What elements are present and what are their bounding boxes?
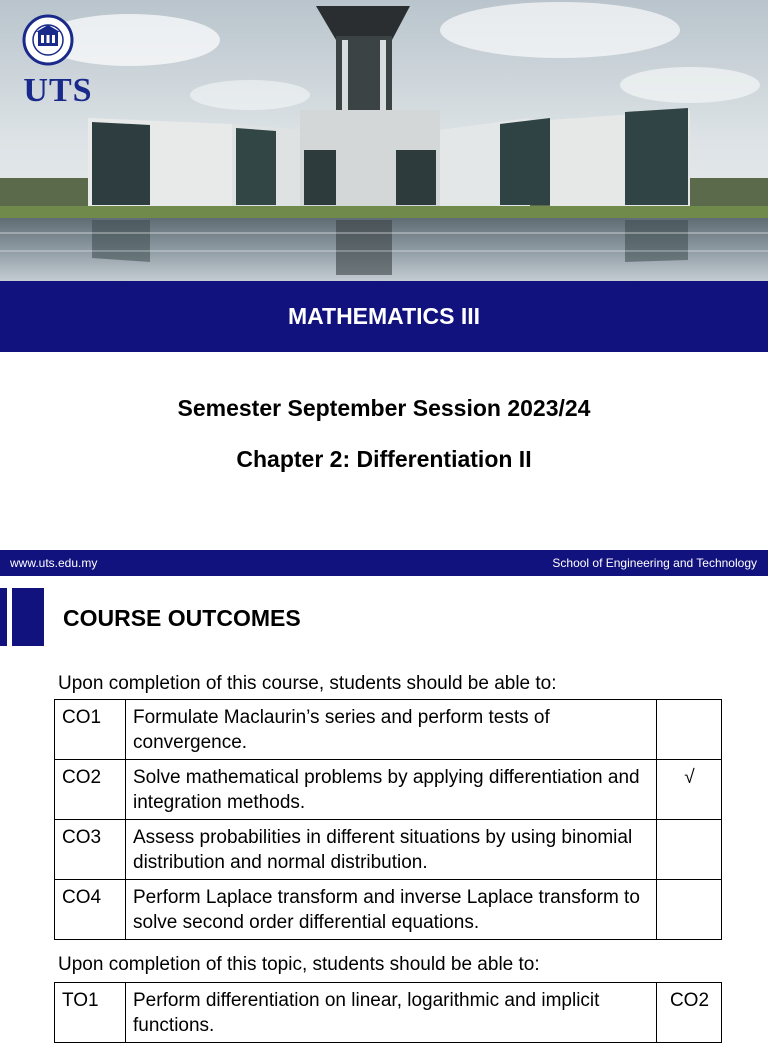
title-band	[0, 281, 768, 352]
outcome-code: CO3	[55, 820, 126, 880]
outcome-mark: √	[657, 760, 722, 820]
outcome-description: Perform Laplace transform and inverse Laplace transform to solve second order differential equations.	[126, 880, 657, 940]
outcome-description: Solve mathematical problems by applying differentiation and integration methods.	[126, 760, 657, 820]
outcome-mark	[657, 820, 722, 880]
outcome-code: CO1	[55, 700, 126, 760]
table-row	[55, 700, 722, 760]
accent-bar-thick	[12, 588, 44, 646]
campus-building-photo	[0, 0, 768, 281]
chapter-heading: Chapter 2: Differentiation II	[236, 446, 532, 472]
topic-outcomes-intro: Upon completion of this topic, students should be able to:	[58, 954, 540, 975]
outcome-mark	[657, 700, 722, 760]
outcome-description: Assess probabilities in different situations by using binomial distribution and normal distribution.	[126, 820, 657, 880]
university-crest-icon	[10, 8, 86, 72]
outcome-code: CO2	[55, 760, 126, 820]
topic-outcomes-table	[54, 982, 722, 1043]
topic-description: Perform differentiation on linear, logarithmic and implicit functions.	[126, 983, 657, 1043]
table-row	[55, 820, 722, 880]
course-outcomes-intro: Upon completion of this course, students should be able to:	[58, 673, 557, 694]
topic-co-mapping: CO2	[657, 983, 722, 1043]
uts-logo	[10, 8, 93, 109]
outcome-mark	[657, 880, 722, 940]
outcome-description: Formulate Maclaurin’s series and perform tests of convergence.	[126, 700, 657, 760]
outcome-code: CO4	[55, 880, 126, 940]
table-row	[55, 760, 722, 820]
course-outcomes-table	[54, 699, 722, 940]
semester-heading: Semester September Session 2023/24	[177, 395, 591, 421]
table-row	[55, 983, 722, 1043]
course-outcomes-slide	[0, 576, 768, 1036]
logo-wordmark: UTS	[23, 72, 93, 109]
slide-footer	[0, 550, 768, 576]
section-title: COURSE OUTCOMES	[63, 605, 301, 631]
topic-code: TO1	[55, 983, 126, 1043]
course-title: MATHEMATICS III	[287, 303, 481, 329]
table-row	[55, 880, 722, 940]
school-name: School of Engineering and Technology	[552, 556, 757, 570]
accent-bar-thin	[0, 588, 7, 646]
website-link[interactable]: www.uts.edu.my	[10, 556, 98, 570]
